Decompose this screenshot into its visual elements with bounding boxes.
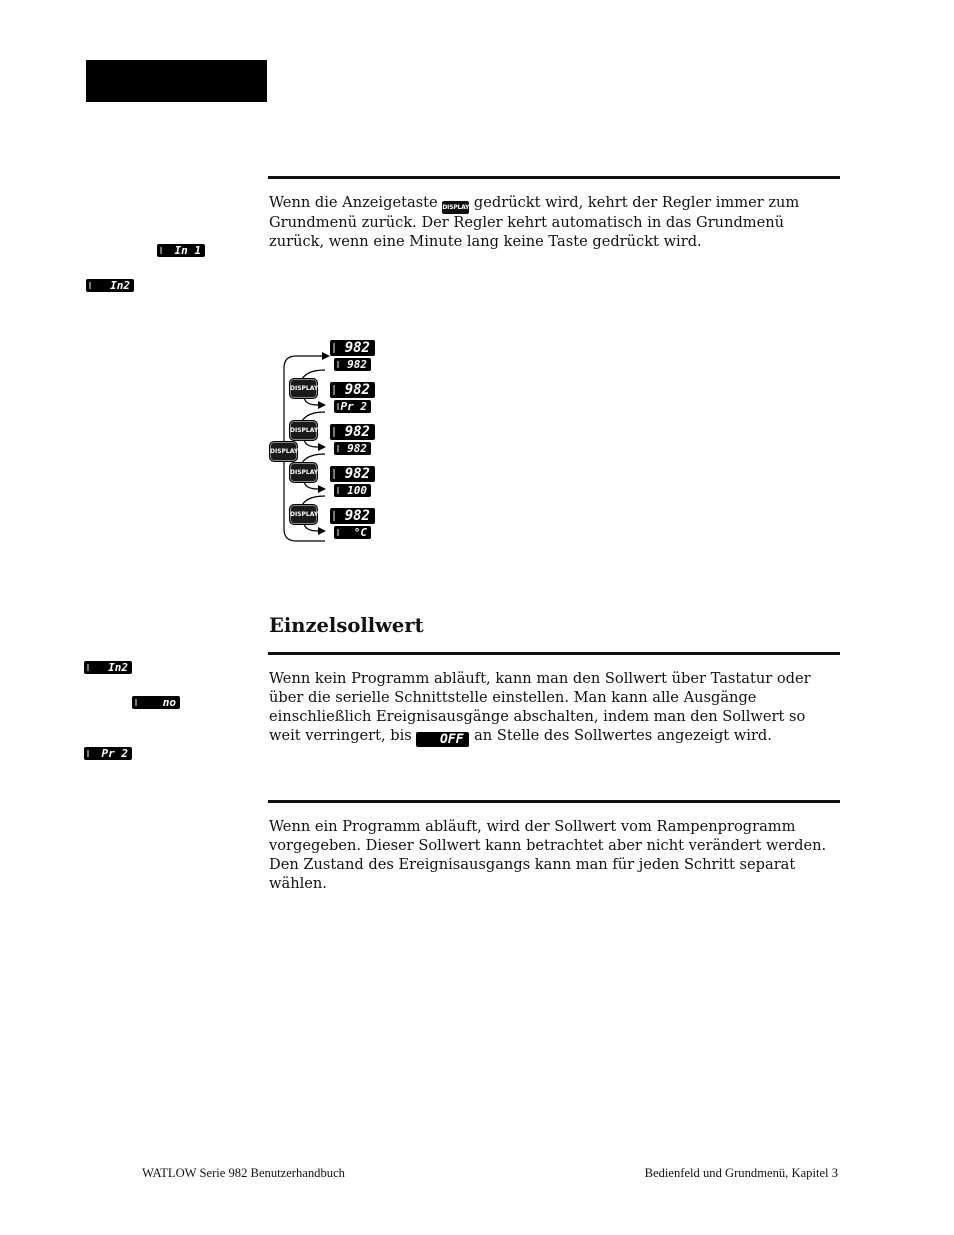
screen-1-bottom: 982 bbox=[334, 358, 371, 371]
display-key-4[interactable]: DISPLAY bbox=[289, 504, 318, 525]
display-key-main[interactable]: DISPLAY bbox=[269, 441, 298, 462]
screen-4-bottom: 100 bbox=[334, 484, 371, 497]
screen-3-bottom: 982 bbox=[334, 442, 371, 455]
display-key-icon: DISPLAY bbox=[442, 201, 469, 214]
section-heading-einzelsollwert: Einzelsollwert bbox=[269, 614, 424, 637]
screen-3-top: 982 bbox=[330, 424, 375, 440]
screen-5-top: 982 bbox=[330, 508, 375, 524]
screen-1-top: 982 bbox=[330, 340, 375, 356]
screen-4-top: 982 bbox=[330, 466, 375, 482]
arrow-head bbox=[322, 352, 330, 360]
section-rule-1 bbox=[268, 652, 840, 655]
screen-2-top: 982 bbox=[330, 382, 375, 398]
intro-text-post: gedrückt wird, kehrt der Regler immer zum Grundmenü zurück. Der Regler kehrt automatisch in das Grundmenü zurück, wenn eine Minute lang keine Taste gedrückt wird. bbox=[269, 194, 800, 250]
screen-5-bottom: °C bbox=[334, 526, 371, 539]
screen-2-bottom: Pr 2 bbox=[334, 400, 371, 413]
section2-paragraph: Wenn ein Programm abläuft, wird der Sollwert vom Rampenprogramm vorgegeben. Dieser Sollwert kann betrachtet aber nicht verändert werden. Den Zustand des Ereignisausgangs kann man für jeden Schritt separat wählen. bbox=[269, 818, 827, 892]
display-key-1[interactable]: DISPLAY bbox=[289, 378, 318, 399]
section1-text-post: an Stelle des Sollwertes angezeigt wird. bbox=[469, 726, 772, 744]
intro-text-pre: Wenn die Anzeigetaste bbox=[269, 194, 438, 211]
footer-left: WATLOW Serie 982 Benutzerhandbuch bbox=[142, 1166, 345, 1180]
footer-right: Bedienfeld und Grundmenü, Kapitel 3 bbox=[644, 1166, 838, 1180]
lcd-no: no bbox=[132, 696, 180, 709]
display-key-2[interactable]: DISPLAY bbox=[289, 420, 318, 441]
lcd-in2-margin: In2 bbox=[84, 661, 132, 674]
lcd-pr2: Pr 2 bbox=[84, 747, 132, 760]
off-display-icon: OFF bbox=[416, 732, 469, 747]
section1-text-pre: Wenn kein Programm abläuft, kann man den Sollwert über Tastatur oder über die serielle Schnittstelle einstellen. Man kann alle Ausgänge einschließlich Ereignisausgänge abschalten, indem man den Sollwert so weit verringert, bis bbox=[269, 670, 811, 744]
section1-paragraph bbox=[269, 670, 841, 747]
lcd-in1: In 1 bbox=[157, 244, 205, 257]
display-key-3[interactable]: DISPLAY bbox=[289, 462, 318, 483]
lcd-in2: In2 bbox=[86, 279, 134, 292]
section-rule-2 bbox=[268, 800, 840, 803]
